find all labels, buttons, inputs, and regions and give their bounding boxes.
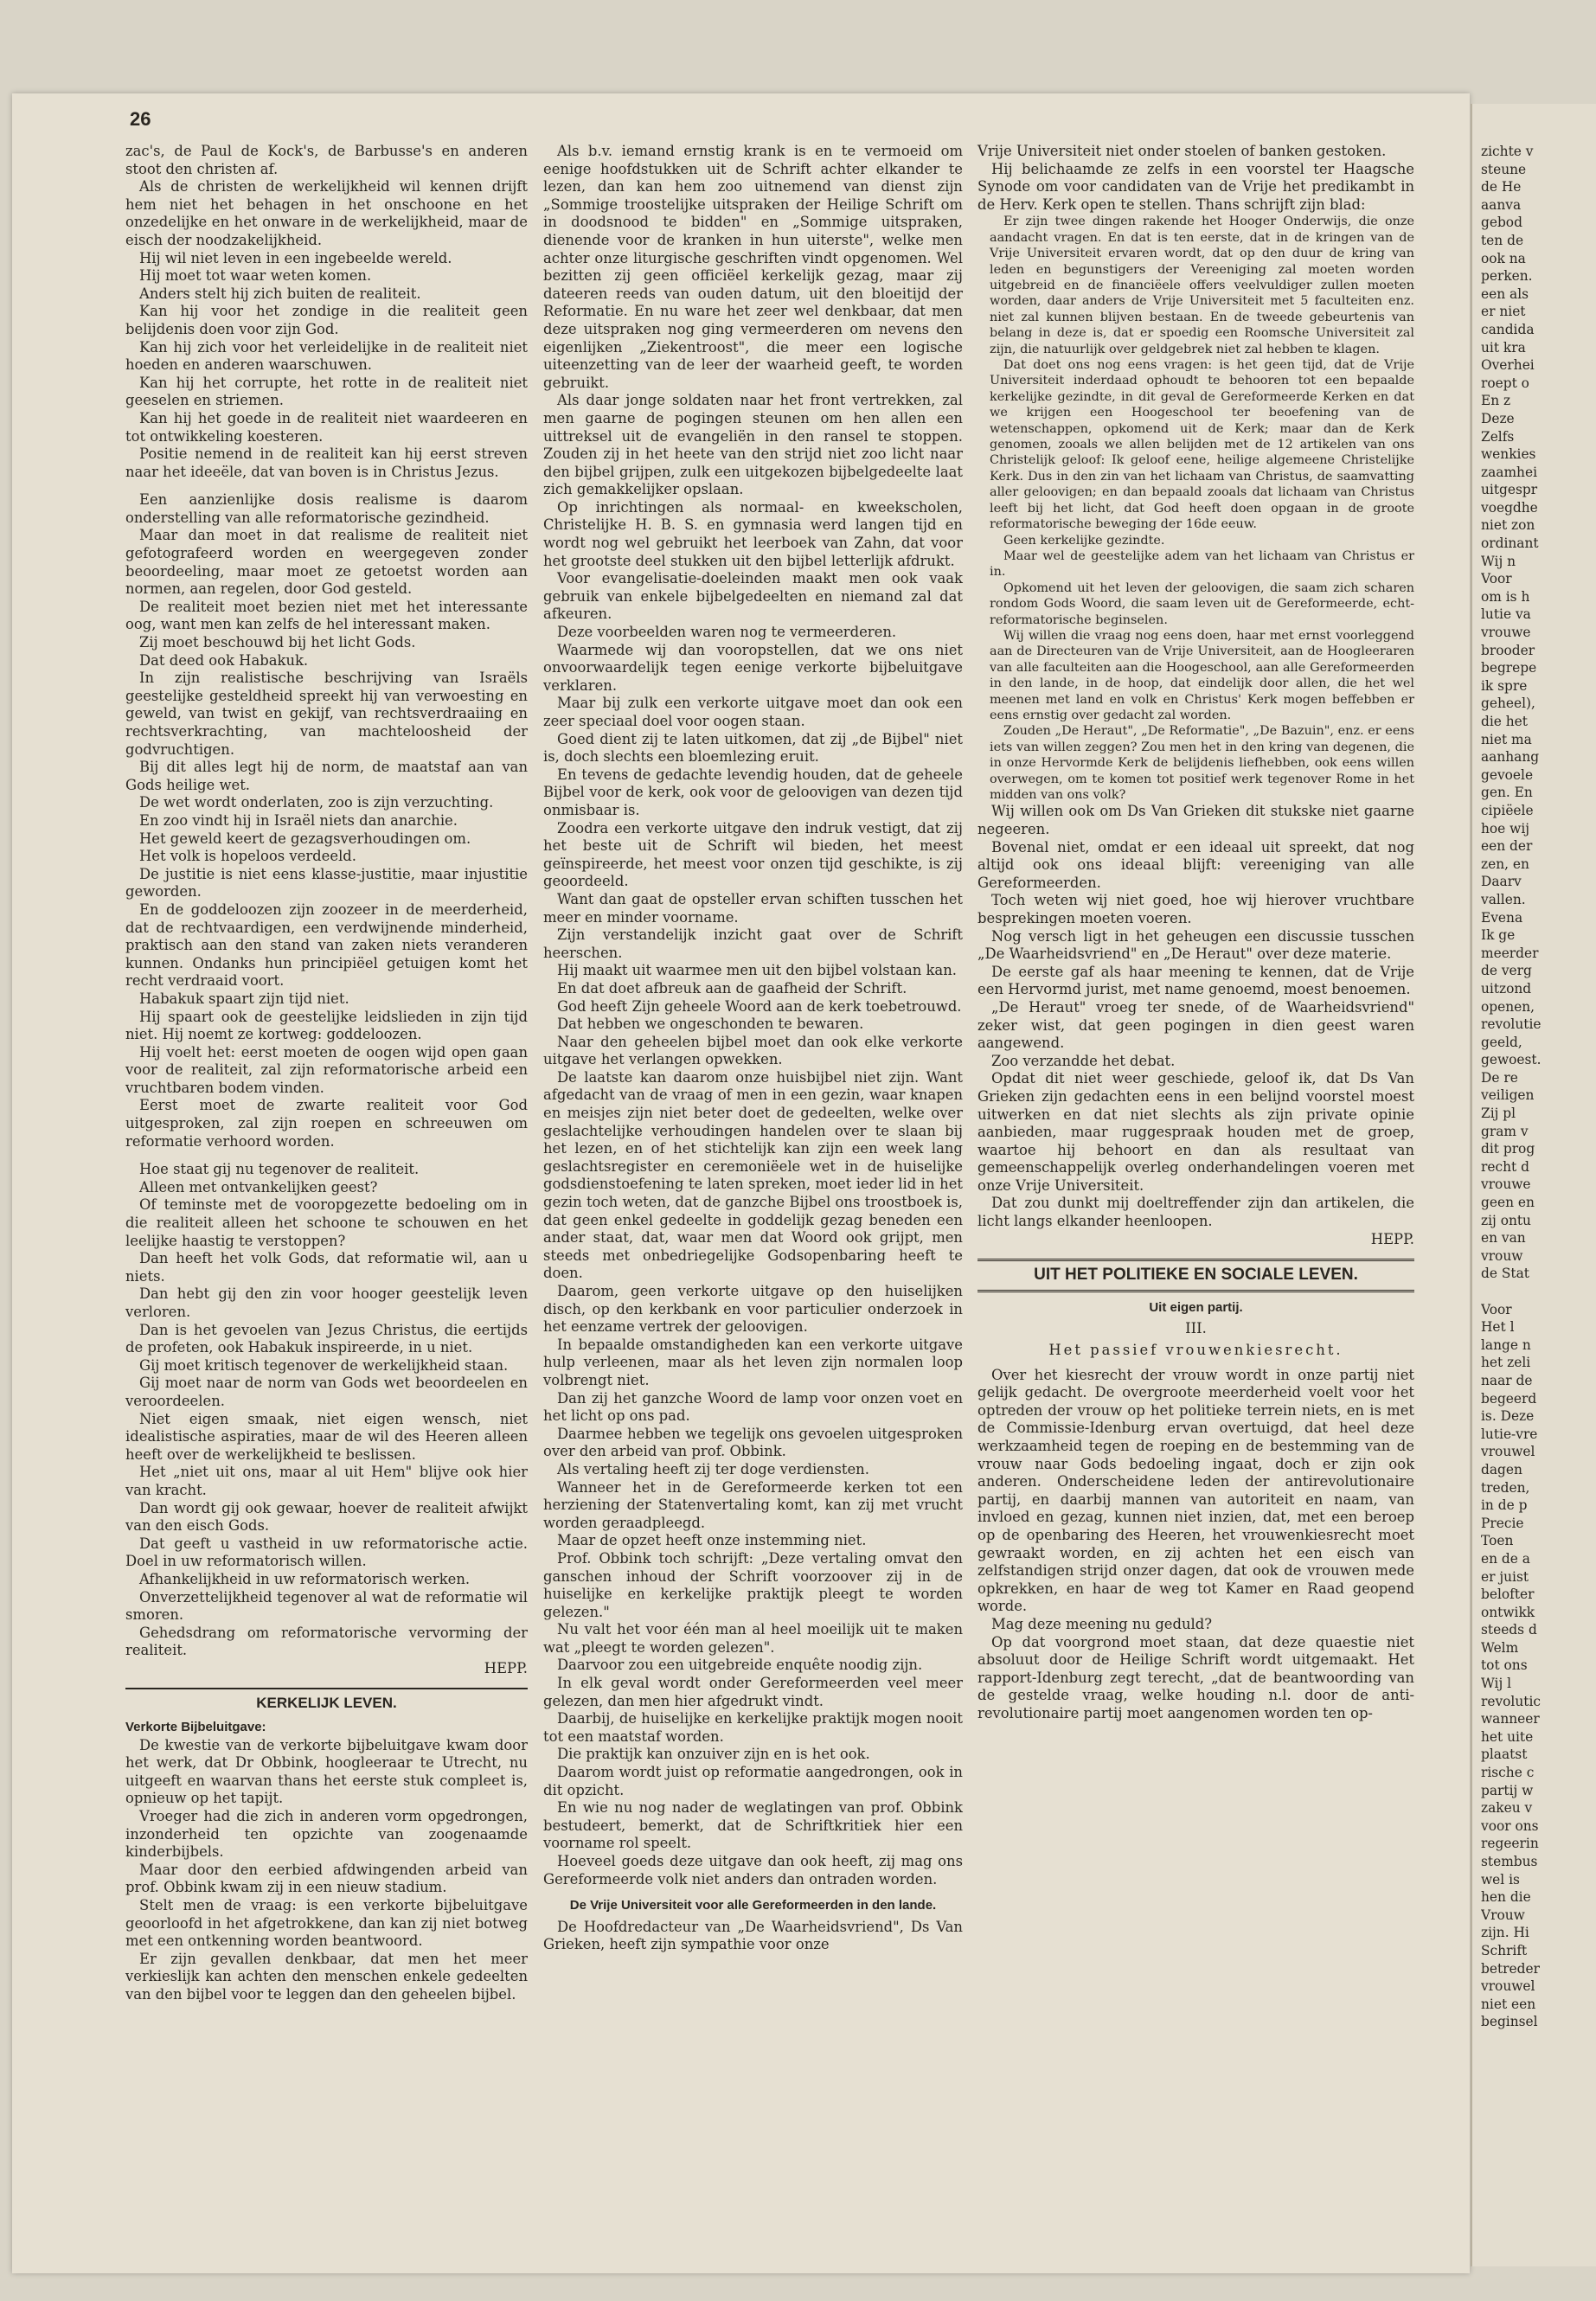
fragment-line: gebod bbox=[1481, 215, 1522, 231]
fragment-line: geeld, bbox=[1481, 1034, 1522, 1050]
paragraph: Dat deed ook Habakuk. bbox=[139, 651, 309, 669]
fragment-line: zij ontu bbox=[1481, 1212, 1531, 1228]
fragment-line: wanneer bbox=[1481, 1711, 1540, 1727]
paragraph: Als de christen de werkelijkheid wil kennen drijft hem niet het behagen in het onschoone en het onzedelijke en het onware in de werkelijkheid, maar de eisch der noodzakelijkheid. bbox=[125, 178, 528, 248]
fragment-line: veiligen bbox=[1481, 1087, 1535, 1104]
fragment-line: zichte v bbox=[1481, 144, 1534, 159]
fragment-line: zakeu v bbox=[1481, 1800, 1533, 1817]
fragment-line: plaatst bbox=[1481, 1747, 1528, 1763]
paragraph: De eerste gaf als haar meening te kennen, dat de Vrije een Hervormd jurist, met name genoemd, moest benoemen. bbox=[977, 963, 1414, 998]
fragment-line bbox=[1481, 1283, 1593, 1301]
paragraph: Een aanzienlijke dosis realisme is daarom onderstelling van alle reformatorische gezindheid. bbox=[125, 491, 528, 526]
fragment-line: die het bbox=[1481, 714, 1528, 729]
fragment-line: Zij pl bbox=[1481, 1106, 1516, 1122]
fragment-line: geen en bbox=[1481, 1195, 1535, 1211]
fragment-line: cipiëele bbox=[1481, 802, 1534, 818]
fragment-line: partij w bbox=[1481, 1782, 1534, 1798]
fragment-line: zen, en bbox=[1481, 856, 1529, 872]
fragment-line: wel is bbox=[1481, 1871, 1520, 1888]
paragraph: Opkomend uit het leven der geloovigen, die saam zich scharen rondom Gods Woord, die saam leven uit de Gereformeerde, echt-reformatorische beginselen. bbox=[990, 580, 1414, 627]
paragraph: zac's, de Paul de Kock's, de Barbusse's en anderen stoot den christen af. bbox=[125, 143, 528, 177]
fragment-line: wenkies bbox=[1481, 446, 1536, 463]
fragment-line: revolutie bbox=[1481, 1016, 1542, 1033]
paragraph: Gij moet kritisch tegenover de werkelijkheid staan. bbox=[139, 1356, 509, 1374]
column-1 bbox=[125, 143, 528, 2266]
paragraph: En de goddeloozen zijn zoozeer in de meerderheid, dat de rechtvaardigen, een verdwijnende minderheid, praktisch aan den stand van zaken niets veranderen kunnen. Ondanks hun principiëel getuigen komt het recht verdraaid voort. bbox=[125, 901, 528, 990]
fragment-line: niet zon bbox=[1481, 517, 1535, 534]
paragraph: In bepaalde omstandigheden kan een verkorte uitgave hulp verleenen, maar als het leven zijn normalen loop volbrengt niet. bbox=[543, 1336, 963, 1388]
paragraph: Naar den geheelen bijbel moet dan ook elke verkorte uitgave het verlangen opwekken. bbox=[543, 1033, 963, 1068]
paragraph: Het volk is hopeloos verdeeld. bbox=[139, 848, 357, 865]
paragraph: Over het kiesrecht der vrouw wordt in onze partij niet gelijk gedacht. De overgroote meerderheid voelt voor het optreden der vrouw op het politieke terrein niets, en is met de Commissie-Idenburg ervan overtuigd, dat heel deze werkzaamheid tegen de roeping en de bestemming van de vrouw naar Gods bedoeling ingaat, doch er zijn ook anderen. Onderscheidene leden der antirevolutionaire partij, en daarbij mannen van autoriteit en naam, van invloed en gezag, kunnen niet inzien, dat, met een beroep op de openbaring des Heeren, het vrouwenkiesrecht moet gewraakt worden, en zij achten het een eisch van zelfstandigen strijd onzer dagen, dat ook de vrouwen mede opkrekken, en haar de weg tot Kamer en Raad geopend worde. bbox=[977, 1366, 1414, 1615]
fragment-line: voegdhe bbox=[1481, 499, 1538, 516]
fragment-line: er juist bbox=[1481, 1568, 1529, 1585]
fragment-line: aanhang bbox=[1481, 749, 1540, 766]
paragraph: Wij willen die vraag nog eens doen, haar met ernst voorleggend aan de Directeuren van de Vrije Universiteit, aan de Hoogleeraren van alle faculteiten aan die Hoogeschool, aan alle Gereformeerden in den lande, in de hoop, dat eindelijk door allen, die het wel meenen met land en volk en Christus' Kerk mogen beffebben er eens ernstig over gedacht zal worden. bbox=[990, 628, 1414, 722]
fragment-line: ook na bbox=[1481, 250, 1526, 266]
fragment-line: Precie bbox=[1481, 1515, 1524, 1531]
paragraph: En zoo vindt hij in Israël niets dan anarchie. bbox=[139, 811, 458, 829]
paragraph: Gij moet naar de norm van Gods wet beoordeelen en veroordeelen. bbox=[125, 1375, 528, 1409]
fragment-line: meerder bbox=[1481, 945, 1539, 961]
article-title: Het passief vrouwenkiesrecht. bbox=[1048, 1342, 1343, 1359]
paragraph: Kan hij zich voor het verleidelijke in de realiteit niet hoeden en anderen waarschuwen. bbox=[125, 338, 528, 374]
fragment-line: de Stat bbox=[1481, 1266, 1529, 1282]
fragment-line: zaamhei bbox=[1481, 464, 1537, 480]
paragraph: Prof. Obbink toch schrijft: „Deze vertaling omvat den ganschen inhoud der Schrift voorzoover zij in de huiselijke en kerkelijke praktijk pleegt te worden gelezen." bbox=[543, 1549, 963, 1620]
fragment-line: hoe wij bbox=[1481, 820, 1530, 836]
fragment-line: candida bbox=[1481, 321, 1535, 337]
fragment-line: Toen bbox=[1481, 1533, 1514, 1549]
fragment-line: het zeli bbox=[1481, 1355, 1531, 1371]
paragraph: Daarvoor zou een uitgebreide enquête noodig zijn. bbox=[557, 1657, 923, 1674]
paragraph: Daarom wordt juist op reformatie aangedrongen, ook in dit opzicht. bbox=[543, 1764, 963, 1798]
signature: HEPP. bbox=[1370, 1230, 1414, 1247]
fragment-line: tot ons bbox=[1481, 1657, 1528, 1674]
paragraph: Daarbij, de huiselijke en kerkelijke praktijk mogen nooit tot een maatstaf worden. bbox=[543, 1710, 963, 1745]
fragment-line: hen die bbox=[1481, 1889, 1531, 1906]
fragment-line: vallen. bbox=[1481, 891, 1526, 907]
fragment-line: Wij l bbox=[1481, 1676, 1512, 1692]
fragment-line: Zelfs bbox=[1481, 428, 1515, 445]
fragment-line: dagen bbox=[1481, 1461, 1522, 1477]
fragment-line: vrouwe bbox=[1481, 625, 1531, 641]
fragment-line: Het l bbox=[1481, 1319, 1515, 1336]
paragraph: Goed dient zij te laten uitkomen, dat zij „de Bijbel" niet is, doch slechts een bloemlezing eruit. bbox=[543, 730, 963, 766]
fragment-line: Evena bbox=[1481, 909, 1523, 926]
paragraph: Hoe staat gij nu tegenover de realiteit. bbox=[139, 1161, 420, 1178]
paragraph: Daarmee hebben we tegelijk ons gevoelen uitgesproken over den arbeid van prof. Obbink. bbox=[543, 1425, 963, 1460]
paragraph: „De Heraut" vroeg ter snede, of de Waarheidsvriend" zeker wist, dat geen pogingen in dien geest waren aangewend. bbox=[977, 998, 1414, 1052]
paragraph: Maar bij zulk een verkorte uitgave moet dan ook een zeer speciaal doel voor oogen staan. bbox=[543, 695, 963, 729]
fragment-line: Wij n bbox=[1481, 553, 1516, 569]
fragment-line: geheel), bbox=[1481, 695, 1535, 712]
paragraph: De wet wordt onderlaten, zoo is zijn verzuchting. bbox=[139, 794, 494, 811]
paragraph: Want dan gaat de opsteller ervan schiften tusschen het meer en minder voorname. bbox=[543, 890, 963, 926]
paragraph: Hij maakt uit waarmee men uit den bijbel volstaan kan. bbox=[557, 962, 957, 979]
fragment-line: om is h bbox=[1481, 588, 1530, 605]
fragment-line: in de p bbox=[1481, 1497, 1528, 1514]
paragraph: Positie nemend in de realiteit kan hij eerst streven naar het ideeële, dat van boven is in Christus Jezus. bbox=[125, 445, 528, 480]
paragraph: Zoodra een verkorte uitgave den indruk vestigt, dat zij het beste uit de Schrift wil bieden, het meest geïnspireerde, het meest voor onzen tijd geschikte, is zij geoordeeld. bbox=[543, 819, 963, 890]
paragraph: Vroeger had die zich in anderen vorm opgedrongen, inzonderheid ten opzichte van zoogenaamde kinderbijbels. bbox=[125, 1808, 528, 1861]
fragment-line: begrepe bbox=[1481, 660, 1537, 676]
paragraph: Toch weten wij niet goed, hoe wij hierover vruchtbare besprekingen moeten voeren. bbox=[977, 892, 1414, 926]
fragment-line: ontwikk bbox=[1481, 1604, 1535, 1620]
fragment-line: niet ma bbox=[1481, 731, 1532, 747]
fragment-line: Voor bbox=[1481, 1301, 1512, 1317]
fragment-line: zijn. Hi bbox=[1481, 1925, 1529, 1941]
next-page-fragment bbox=[1481, 143, 1593, 2031]
fragment-line: vrouwel bbox=[1481, 1978, 1535, 1995]
fragment-line: brooder bbox=[1481, 642, 1535, 658]
fragment-line: lutie-vre bbox=[1481, 1426, 1538, 1442]
paragraph: Afhankelijkheid in uw reformatorisch werken. bbox=[139, 1570, 471, 1587]
paragraph: Gehedsdrang om reformatorische vervorming der realiteit. bbox=[125, 1624, 528, 1659]
paragraph: Als vertaling heeft zij ter doge verdiensten. bbox=[557, 1460, 869, 1477]
fragment-line: uitgespr bbox=[1481, 482, 1538, 498]
paragraph: Daarom, geen verkorte uitgave op den huiselijken disch, op den kerkbank en voor particulier onderzoek in het eenzame vertrek der geloovigen. bbox=[543, 1283, 963, 1336]
subsection-heading: Uit eigen partij. bbox=[1149, 1299, 1243, 1315]
fragment-line: Schrift bbox=[1481, 1942, 1528, 1958]
fragment-line: een als bbox=[1481, 285, 1529, 302]
fragment-line: perken. bbox=[1481, 268, 1533, 285]
paragraph: Anders stelt hij zich buiten de realiteit. bbox=[139, 285, 421, 302]
paragraph: Maar dan moet in dat realisme de realiteit niet gefotografeerd worden en weergegeven zonder beoordeeling, maar moet ze getoetst worden aan normen, aan regelen, door God gesteld. bbox=[125, 527, 528, 598]
paragraph: Niet eigen smaak, niet eigen wensch, niet idealistische aspiraties, maar de wil des Heeren alleen heeft over de werkelijkheid te beslissen. bbox=[125, 1410, 528, 1463]
paragraph: Maar wel de geestelijke adem van het lichaam van Christus er in. bbox=[990, 548, 1414, 580]
paragraph: Wij willen ook om Ds Van Grieken dit stukske niet gaarne negeeren. bbox=[977, 803, 1414, 837]
paragraph: Het geweld keert de gezagsverhoudingen om. bbox=[139, 830, 471, 847]
paragraph: Maar de opzet heeft onze instemming niet. bbox=[557, 1532, 867, 1549]
paragraph: Er zijn twee dingen rakende het Hooger Onderwijs, die onze aandacht vragen. En dat is ten eerste, dat in de kringen van de Vrije Universiteit ervaren wordt, dat op den duur de kring van leden en begunstigers der Vereeniging zal moeten worden uitgebreid en de financiëele offers veelvuldiger zullen moeten worden, daar anders de Vrije Universiteit met 5 faculteiten enz. niet zal kunnen blijven bestaan. En de tweede gebeurtenis van belang in deze is, dat er spoedig een Roomsche Universiteit zal zijn, die natuurlijk over geldgebrek niet zal hebben te klagen. bbox=[990, 215, 1414, 356]
paragraph: Habakuk spaart zijn tijd niet. bbox=[139, 990, 349, 1007]
paragraph: Kan hij het corrupte, het rotte in de realiteit niet geeselen en striemen. bbox=[125, 374, 528, 409]
paragraph: Hoeveel goeds deze uitgave dan ook heeft, zij mag ons Gereformeerde volk niet anders dan ontraden worden. bbox=[543, 1853, 963, 1888]
paragraph: Dan heeft het volk Gods, dat reformatie wil, aan u niets. bbox=[125, 1250, 528, 1285]
paragraph: De realiteit moet bezien niet met het interessante oog, want men kan zelfs de hel interessant maken. bbox=[125, 598, 528, 633]
paragraph: Dan is het gevoelen van Jezus Christus, die eertijds de profeten, ook Habakuk inspireerde, in u niet. bbox=[125, 1321, 528, 1356]
part-number: III. bbox=[1185, 1320, 1207, 1337]
fragment-line: recht d bbox=[1481, 1158, 1529, 1175]
paragraph: Dat hebben we ongeschonden te bewaren. bbox=[557, 1016, 864, 1033]
fragment-line: treden, bbox=[1481, 1479, 1530, 1496]
column-2 bbox=[543, 143, 963, 2266]
paragraph: Nu valt het voor één man al heel moeilijk uit te maken wat „pleegt te worden gelezen". bbox=[543, 1621, 963, 1656]
fragment-line: het uite bbox=[1481, 1728, 1534, 1745]
article-heading: De Vrije Universiteit voor alle Gereformeerden in den lande. bbox=[569, 1898, 937, 1913]
paragraph: De laatste kan daarom onze huisbijbel niet zijn. Want afgedacht van de vraag of men in een gezin, waar knapen en meisjes zijn niet beter doet de gedeelten, welke over geslachtelijke verhoudingen handelen over te slaan bij het lezen, en of het stichtelijk kan zijn een week lang geslachtsregister en ceremoniëele wet in de huiselijke godsdienstoefening te laten spreken, moet ieder lid in het gezin toch weten, dat de ganzche Bijbel ons troostboek is, dat geen enkel gedeelte in goddelijk gezag beneden een ander staat, dat, waar men dat Woord ook grijpt, men steeds met onbedriegelijke Godsopenbaring heeft te doen. bbox=[543, 1068, 963, 1282]
paragraph: Onverzettelijkheid tegenover al wat de reformatie wil smoren. bbox=[125, 1588, 528, 1624]
paragraph: Eerst moet de zwarte realiteit voor God uitgesproken, zal zijn roepen en schreeuwen om reformatie verhoord worden. bbox=[125, 1097, 528, 1150]
fragment-line: revolutic bbox=[1481, 1693, 1541, 1709]
paragraph: Zijn verstandelijk inzicht gaat over de Schrift heerschen. bbox=[543, 926, 963, 961]
fragment-line: er niet bbox=[1481, 304, 1526, 320]
fragment-line: ordinant bbox=[1481, 535, 1539, 552]
paragraph: Opdat dit niet weer geschiede, geloof ik, dat Ds Van Grieken zijn gedachten eens in een belijnd voorstel moest uitwerken en dat niet slechts als zijn private opinie aanbieden, maar ruggespraak houden met de groep, waartoe hij behoort en dan als resultaat van gemeenschappelijk overleg onderhandelingen voeren met onze Vrije Universiteit. bbox=[977, 1070, 1414, 1194]
fragment-line: de He bbox=[1481, 179, 1522, 195]
fragment-line: steeds d bbox=[1481, 1622, 1537, 1638]
paragraph: In elk geval wordt onder Gereformeerden veel meer gelezen, dan men hier afgedrukt vindt. bbox=[543, 1675, 963, 1709]
fragment-line: Deze bbox=[1481, 410, 1515, 426]
fragment-line: ik spre bbox=[1481, 677, 1528, 694]
fragment-line: vrouw bbox=[1481, 1247, 1523, 1264]
paragraph: Stelt men de vraag: is een verkorte bijbeluitgave geoorloofd in het afgetrokkene, dan kan zij niet botweg met een ontkenning worden beantwoord. bbox=[125, 1897, 528, 1950]
paragraph: Hij spaart ook de geestelijke leidslieden in zijn tijd niet. Hij noemt ze kortweg: goddeloozen. bbox=[125, 1008, 528, 1043]
fragment-line: uitzond bbox=[1481, 980, 1532, 997]
paragraph: Zouden „De Heraut", „De Reformatie", „De Bazuin", enz. er eens iets van willen zeggen? Zou men het in den kring van degenen, die in onze Hervormde Kerk de belijdenis liefhebben, ook eens willen overwegen, om te komen tot positief werk tegenover Rome in het midden van ons volk? bbox=[990, 724, 1414, 802]
fragment-line: is. Deze bbox=[1481, 1408, 1535, 1425]
fragment-line: lutie va bbox=[1481, 606, 1531, 623]
paragraph: God heeft Zijn geheele Woord aan de kerk toebetrouwd. bbox=[557, 997, 962, 1015]
fragment-line: de verg bbox=[1481, 963, 1532, 979]
paragraph: En wie nu nog nader de weglatingen van prof. Obbink bestudeert, bemerkt, dat de Schriftkritiek hier een voorname rol speelt. bbox=[543, 1799, 963, 1852]
paragraph: Op inrichtingen als normaal- en kweekscholen, Christelijke H. B. S. en gymnasia werd langen tijd en wordt nog wel gebruikt het leerboek van Zahn, dat voor het grootste deel stukken uit den bijbel letterlijk afdrukt. bbox=[543, 498, 963, 569]
fragment-line: gen. En bbox=[1481, 785, 1533, 801]
fragment-line: ten de bbox=[1481, 232, 1524, 248]
paragraph: Dan zij het ganzche Woord de lamp voor onzen voet en het licht op ons pad. bbox=[543, 1389, 963, 1425]
paragraph: Kan hij voor het zondige in die realiteit geen belijdenis doen voor zijn God. bbox=[125, 303, 528, 337]
fragment-line: Welm bbox=[1481, 1639, 1519, 1656]
paragraph: Die praktijk kan onzuiver zijn en is het ook. bbox=[557, 1746, 870, 1763]
paragraph: Waarmede wij dan vooropstellen, dat we ons niet onvoorwaardelijk tegen eenige verkorte bijbeluitgave verklaren. bbox=[543, 641, 963, 694]
fragment-line: Ik ge bbox=[1481, 927, 1516, 944]
paragraph: De Hoofdredacteur van „De Waarheidsvriend", Ds Van Grieken, heeft zijn sympathie voor onze bbox=[543, 1918, 963, 1953]
article-heading: Verkorte Bijbeluitgave: bbox=[125, 1720, 266, 1735]
fragment-line: betreder bbox=[1481, 1960, 1540, 1977]
column-3 bbox=[977, 143, 1414, 2266]
fragment-line: En z bbox=[1481, 393, 1511, 409]
paragraph: Hij moet tot waar weten komen. bbox=[139, 267, 372, 285]
paragraph: Geen kerkelijke gezindte. bbox=[1003, 533, 1165, 548]
fragment-line: Overhei bbox=[1481, 357, 1535, 374]
fragment-line: rische c bbox=[1481, 1765, 1535, 1781]
fragment-line: dit prog bbox=[1481, 1141, 1535, 1157]
paragraph: Of teminste met de vooropgezette bedoeling om in die realiteit alleen het schoone te schouwen en het leelijke haastig te verstoppen? bbox=[125, 1196, 528, 1249]
fragment-line: vrouwe bbox=[1481, 1176, 1531, 1193]
fragment-line: lange n bbox=[1481, 1336, 1531, 1353]
paragraph: Mag deze meening nu geduld? bbox=[991, 1615, 1213, 1632]
paragraph: Dan hebt gij den zin voor hooger geestelijk leven verloren. bbox=[125, 1285, 528, 1320]
fragment-line: een der bbox=[1481, 838, 1533, 855]
fragment-line: openen, bbox=[1481, 998, 1535, 1015]
paragraph: Zoo verzandde het debat. bbox=[991, 1052, 1176, 1069]
fragment-line: steune bbox=[1481, 161, 1527, 177]
paragraph: Wanneer het in de Gereformeerde kerken tot een herziening der Statenvertaling komt, kan zij met vrucht worden geraadpleegd. bbox=[543, 1478, 963, 1531]
paragraph: Als b.v. iemand ernstig krank is en te vermoeid om eenige hoofdstukken uit de Schrift achter elkander te lezen, dan kan hem zoo uitnemend van dienst zijn „Sommige troostelijke uitspraken der Heilige Schrift om in doodsnood te bidden" en „Sommige uitspraken, dienende voor de kranken in hun uiterste", welke men achter onze liturgische geschriften vindt opgenomen. Wel bezitten zij geen officiëel kerkelijk gezag, maar zij dateeren reeds van ouden datum, uit den bloeitijd der Reformatie. En nu ware het zeer wel denkbaar, dat men deze uitspraken nog ging vermeerderen om nevens den eigenlijken „Ziekentroost", die meer een logische uiteenzetting van de leer der waarheid geeft, te worden gebruikt. bbox=[543, 143, 963, 391]
fragment-line: voor ons bbox=[1481, 1817, 1539, 1834]
paragraph: De kwestie van de verkorte bijbeluitgave kwam door het werk, dat Dr Obbink, hoogleeraar te Utrecht, nu uitgeeft en waarvan thans het eerste stuk compleet is, opnieuw op het tapijt. bbox=[125, 1736, 528, 1807]
paragraph: Als daar jonge soldaten naar het front vertrekken, zal men gaarne de pogingen steunen om hen allen een uittreksel uit de evangeliën in den ransel te stoppen. Zouden zij in het heete van den strijd niet zoo licht naar den bijbel grijpen, zulk een uitgekozen bijbelgedeelte laat zich gemakkelijker opslaan. bbox=[543, 392, 963, 498]
paragraph: Dat geeft u vastheid in uw reformatorische actie. Doel in uw reformatorisch willen. bbox=[125, 1535, 528, 1570]
paragraph: Zij moet beschouwd bij het licht Gods. bbox=[139, 634, 416, 651]
paragraph: Het „niet uit ons, maar al uit Hem" blijve ook hier van kracht. bbox=[125, 1464, 528, 1498]
paragraph: Nog versch ligt in het geheugen een discussie tusschen „De Waarheidsvriend" en „De Heraut" over deze materie. bbox=[977, 927, 1414, 963]
paragraph: Dan wordt gij ook gewaar, hoever de realiteit afwijkt van den eisch Gods. bbox=[125, 1499, 528, 1535]
fragment-line: en de a bbox=[1481, 1550, 1530, 1567]
paragraph: Alleen met ontvankelijken geest? bbox=[139, 1178, 378, 1195]
fragment-line: Daarv bbox=[1481, 874, 1522, 890]
fragment-line: Vrouw bbox=[1481, 1907, 1525, 1923]
fragment-line: aanva bbox=[1481, 196, 1522, 213]
paragraph: De justitie is niet eens klasse-justitie, maar injustitie geworden. bbox=[125, 865, 528, 901]
paragraph: Bovenal niet, omdat er een ideaal uit spreekt, dat nog altijd ook ons ideaal blijft: vereeniging van alle Gereformeerden. bbox=[977, 838, 1414, 891]
paragraph: Deze voorbeelden waren nog te vermeerderen. bbox=[557, 624, 897, 641]
paragraph: Maar door den eerbied afdwingenden arbeid van prof. Obbink kwam zij in een nieuw stadium. bbox=[125, 1861, 528, 1896]
fragment-line: beginsel bbox=[1481, 2014, 1538, 2030]
paragraph: Op dat voorgrond moet staan, dat deze quaestie niet absoluut door de Heilige Schrift wordt uitgemaakt. Het rapport-Idenburg zegt terecht, „dat de beantwoording van de gestelde vraag, welke houding n.l. door de anti-revolutionaire partij moet aangenomen worden ten op- bbox=[977, 1633, 1414, 1721]
section-heading: KERKELIJK LEVEN. bbox=[125, 1688, 528, 1713]
signature: HEPP. bbox=[484, 1659, 528, 1676]
section-heading: UIT HET POLITIEKE EN SOCIALE LEVEN. bbox=[977, 1259, 1414, 1292]
fragment-line: belofter bbox=[1481, 1586, 1535, 1603]
fragment-line: en van bbox=[1481, 1230, 1526, 1247]
paragraph: En tevens de gedachte levendig houden, dat de geheele Bijbel voor de kerk, ook voor de geloovigen van dezen tijd onmisbaar is. bbox=[543, 766, 963, 818]
paragraph: Dat zou dunkt mij doeltreffender zijn dan artikelen, die licht langs elkander heenloopen. bbox=[977, 1195, 1414, 1230]
fragment-line: gevoele bbox=[1481, 766, 1534, 783]
fragment-line: begeerd bbox=[1481, 1390, 1537, 1407]
paragraph: Hij voelt het: eerst moeten de oogen wijd open gaan voor de realiteit, zal zijn reformatorische arbeid een vruchtbaren bodem vinden. bbox=[125, 1043, 528, 1096]
fragment-line: Voor bbox=[1481, 571, 1512, 587]
paragraph: Hij belichaamde ze zelfs in een voorstel ter Haagsche Synode om voor candidaten van de Vrije het predikambt in de Herv. Kerk open te stellen. Thans schrijft zijn blad: bbox=[977, 160, 1414, 213]
paragraph: Voor evangelisatie-doeleinden maakt men ook vaak gebruik van enkele bijbelgedeelten en niemand zal dat afkeuren. bbox=[543, 570, 963, 623]
paragraph: Bij dit alles legt hij de norm, de maatstaf aan van Gods heilige wet. bbox=[125, 759, 528, 793]
paragraph: Dat doet ons nog eens vragen: is het geen tijd, dat de Vrije Universiteit inderdaad ophoudt te behooren tot een bepaalde kerkelijke gezindte, in dit geval de Gereformeerde Kerken en dat we krijgen een Hoogeschool ter beoefening van de wetenschappen, opkomend uit de Kerk; maar dan de Kerk genomen, zooals we allen belijden met de 12 artikelen van ons Christelijk geloof: Ik geloof eene, heilige algemeene Christelijke Kerk. Dus in den zin van het lichaam van Christus, de saamvatting aller geloovigen; en dan bepaald zooals dat lichaam van Christus leeft bij het licht, dat God heeft doen opgaan in de groote reformatorische beweging der 16de eeuw. bbox=[990, 358, 1414, 532]
paragraph: Hij wil niet leven in een ingebeelde wereld. bbox=[139, 249, 452, 266]
paragraph: In zijn realistische beschrijving van Israëls geestelijke gesteldheid spreekt hij van verwoesting en geweld, van twist en gekijf, van rechtsverdraaiing en rechtsverkrachting, van machteloosheid der godvruchtigen. bbox=[125, 670, 528, 758]
paragraph: Kan hij het goede in de realiteit niet waardeeren en tot ontwikkeling koesteren. bbox=[125, 409, 528, 445]
fragment-line: stembus bbox=[1481, 1854, 1538, 1869]
fragment-line: naar de bbox=[1481, 1372, 1533, 1388]
quotation bbox=[977, 214, 1414, 803]
fragment-line: uit kra bbox=[1481, 339, 1526, 356]
page-number: 26 bbox=[130, 108, 151, 130]
fragment-line: gewoest. bbox=[1481, 1052, 1542, 1068]
paragraph: Vrije Universiteit niet onder stoelen of banken gestoken. bbox=[977, 143, 1387, 159]
fragment-line: De re bbox=[1481, 1069, 1518, 1086]
fragment-line: gram v bbox=[1481, 1123, 1529, 1139]
fragment-line: vrouwel bbox=[1481, 1444, 1535, 1460]
fragment-line: niet een bbox=[1481, 1996, 1536, 2012]
paragraph: Er zijn gevallen denkbaar, dat men het meer verkieslijk kan achten den menschen enkele gedeelten van den bijbel voor te leggen dan den geheelen bijbel. bbox=[125, 1950, 528, 2003]
paragraph: En dat doet afbreuk aan de gaafheid der Schrift. bbox=[557, 979, 907, 997]
fragment-line: regeerin bbox=[1481, 1836, 1539, 1852]
fragment-line: roept o bbox=[1481, 375, 1529, 391]
